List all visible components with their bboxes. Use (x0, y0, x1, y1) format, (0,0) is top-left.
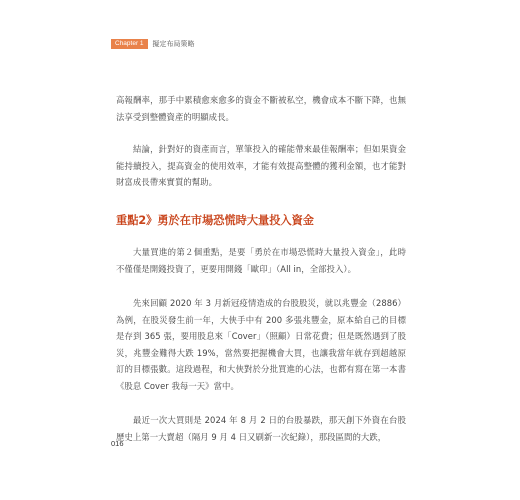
paragraph-4: 先來回顧 2020 年 3 月新冠疫情造成的台股股災，就以兆豐金（2886）為例，在股災發生前一年，大俠手中有 200 多張兆豐金，原本給自己的目標是存到 365 張，要用股息來「Cover」（照顧）日常花費；但是既然遇到了股災，兆豐金難得大跌 19%，當然要把握機會大買，也讓我當年就存到超越原訂的目標張數。這段過程，和大俠對於分批買進的心法，也都有寫在第一本書《股息 Cover 我每一天》當中。 (116, 298, 406, 391)
paragraph-3: 大量買進的第２個重點，是要「勇於在市場恐慌時大量投入資金」，此時不僅僅是開錢投資了，更要用開錢「歐印」（All in，全部投入）。 (116, 247, 406, 274)
section-heading: 重點2》勇於在市場恐慌時大量投入資金 (116, 214, 314, 227)
section-title: 擬定布局策略 (152, 40, 195, 48)
paragraph-2: 結論，針對好的資產而言，單筆投入的確能帶來最佳報酬率；但如果資金能持續投入，提高資金的使用效率，才能有效提高整體的獲利金額，也才能對財富成長帶來實質的幫助。 (116, 144, 406, 187)
chapter-tag: Chapter 1 (111, 39, 148, 49)
running-header (111, 38, 195, 50)
paragraph-5: 最近一次大買則是 2024 年 8 月 2 日的台股暴跌，那天創下外資在台股歷史上第一大賣超（隔月 9 月 4 日又刷新一次紀錄），那段區間的大跌， (116, 415, 406, 442)
page-number: 016 (111, 439, 124, 448)
paragraph-1: 高報酬率，那手中累積愈來愈多的資金不斷被私空，機會成本不斷下降，也無法享受到整體資產的明顯成長。 (116, 95, 406, 122)
